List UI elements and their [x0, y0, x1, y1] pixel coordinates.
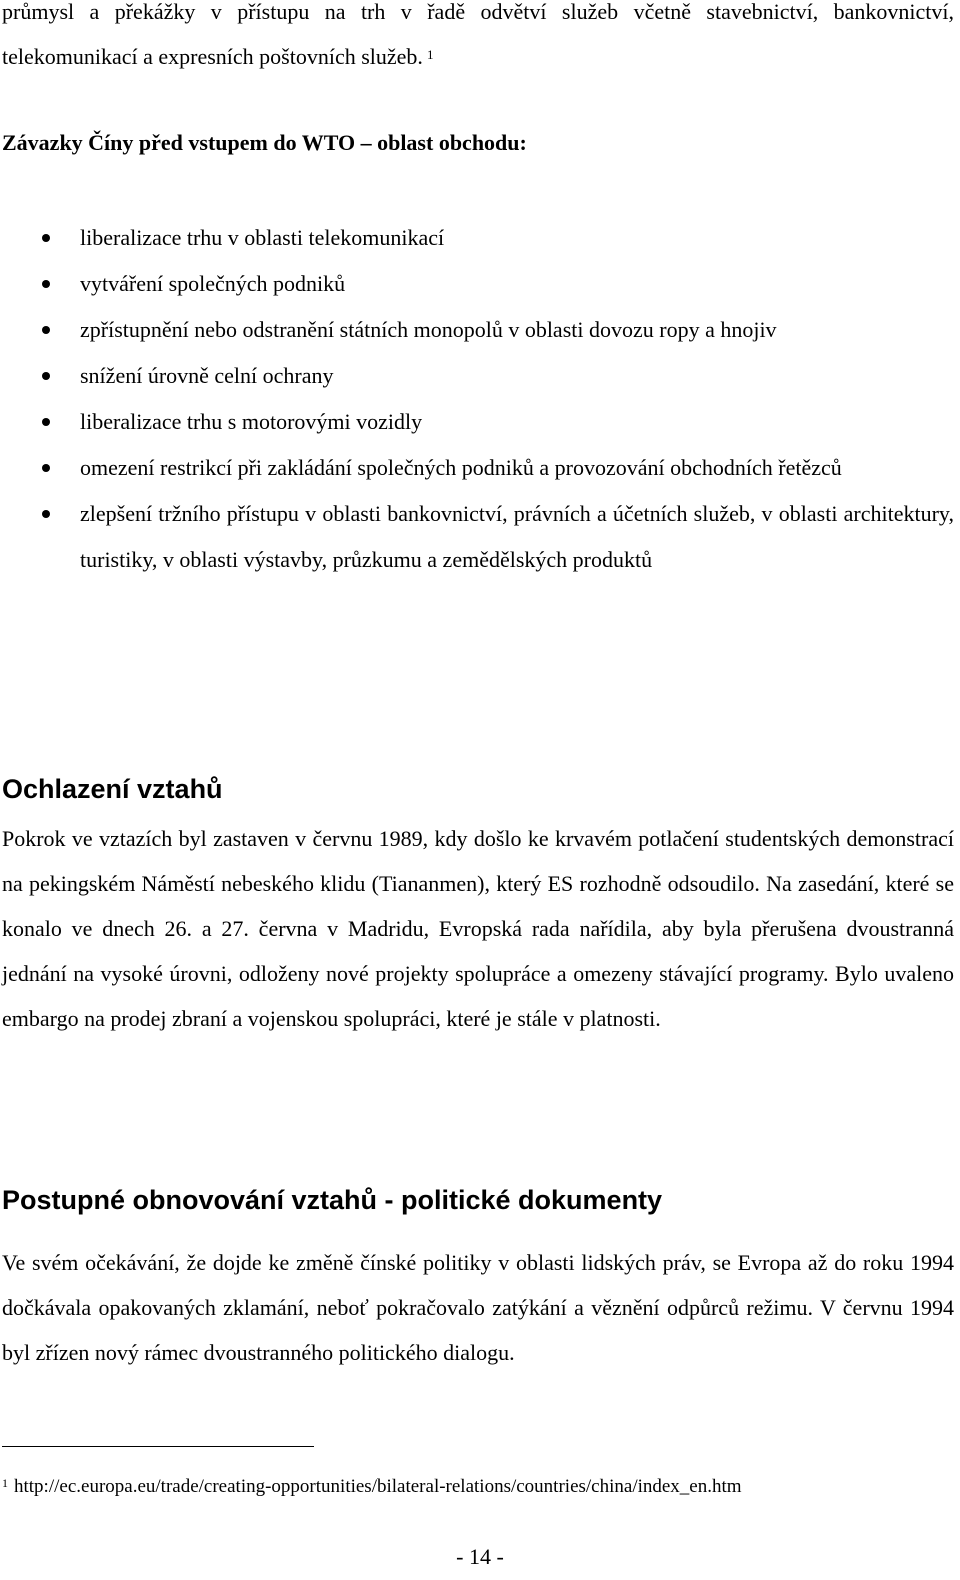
intro-paragraph — [2, 0, 954, 79]
bullet-icon — [42, 234, 50, 242]
section-paragraph-cooling: Pokrok ve vztazích byl zastaven v červnu 1989, kdy došlo ke krvavém potlačení studentských demonstrací na pekingském Náměstí nebeského klidu (Tiananmen), který ES rozhodně odsoudilo. Na zasedání, které se konalo ve dnech 26. a 27. června v Madridu, Evropská rada nařídila, aby byla přerušena dvoustranná jednání na vysoké úrovni, odloženy nové projekty spolupráce a omezeny stávající programy. Bylo uvaleno embargo na prodej zbraní a vojenskou spolupráci, které je stále v platnosti. — [2, 826, 954, 1031]
section-paragraph-renewal: Ve svém očekávání, že dojde ke změně čínské politiky v oblasti lidských práv, se Evropa až do roku 1994 dočkávala opakovaných zklamání, neboť pokračovalo zatýkání a věznění odpůrců režimu. V červnu 1994 byl zřízen nový rámec dvoustranného politického dialogu. — [2, 1250, 954, 1365]
bullet-icon — [42, 372, 50, 380]
list-item-text: omezení restrikcí při zakládání společných podniků a provozování obchodních řetězců — [80, 455, 842, 480]
footnote-divider — [2, 1446, 314, 1447]
list-item — [0, 399, 954, 445]
footnote-number: 1 — [2, 1476, 8, 1490]
list-item — [0, 353, 954, 399]
bullet-icon — [42, 510, 50, 518]
list-item-text: liberalizace trhu v oblasti telekomunikací — [80, 225, 445, 250]
section-heading-renewal: Postupné obnovování vztahů - politické dokumenty — [2, 1185, 663, 1215]
footnote-link[interactable]: http://ec.europa.eu/trade/creating-opportunities/bilateral-relations/countries/china/index_en.htm — [14, 1476, 742, 1497]
list-item — [0, 491, 954, 583]
list-item-text: vytváření společných podniků — [80, 271, 346, 296]
bullet-icon — [42, 280, 50, 288]
list-item-text: zlepšení tržního přístupu v oblasti bankovnictví, právních a účetních služeb, v oblasti architektury, turistiky, v oblasti výstavby, průzkumu a zemědělských produktů — [80, 501, 954, 572]
footnote — [2, 1472, 742, 1502]
list-item-text: snížení úrovně celní ochrany — [80, 363, 334, 388]
list-item-text: liberalizace trhu s motorovými vozidly — [80, 409, 423, 434]
bullet-icon — [42, 464, 50, 472]
bullet-icon — [42, 326, 50, 334]
list-item — [0, 307, 954, 353]
bullet-icon — [42, 418, 50, 426]
intro-text: průmysl a překážky v přístupu na trh v řadě odvětví služeb včetně stavebnictví, bankovnictví, telekomunikací a expresních poštovních služeb. — [2, 0, 954, 69]
list-item — [0, 261, 954, 307]
section-heading-cooling: Ochlazení vztahů — [2, 774, 223, 804]
commitments-list — [0, 215, 954, 583]
footnote-reference[interactable]: 1 — [426, 47, 434, 62]
commitments-heading: Závazky Číny před vstupem do WTO – oblast obchodu: — [2, 130, 527, 155]
list-item-text: zpřístupnění nebo odstranění státních monopolů v oblasti dovozu ropy a hnojiv — [80, 317, 777, 342]
list-item — [0, 445, 954, 491]
list-item — [0, 215, 954, 261]
page-number: - 14 - — [456, 1544, 504, 1569]
